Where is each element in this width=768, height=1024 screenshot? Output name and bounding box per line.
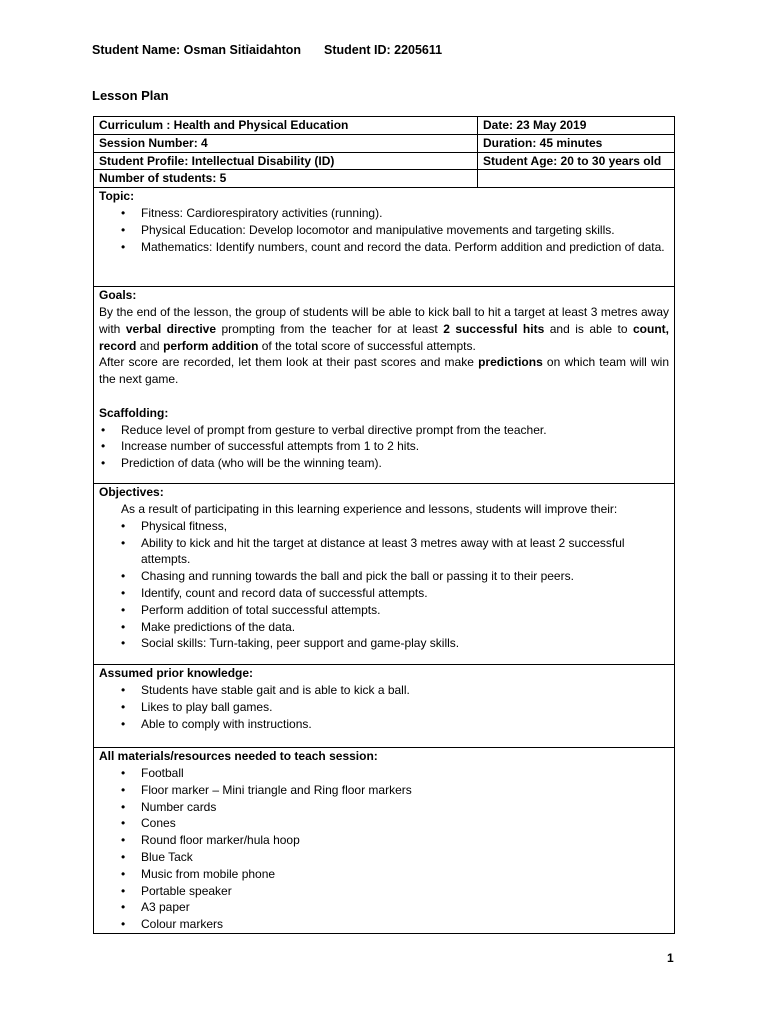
list-item: • Ability to kick and hit the target at distance at least 3 metres away with at least 2 successful attempts. [99, 535, 669, 569]
list-item: • A3 paper [99, 899, 669, 916]
list-item: • Portable speaker [99, 883, 669, 900]
goals-section [94, 287, 675, 484]
list-item: • Identify, count and record data of successful attempts. [99, 585, 669, 602]
lesson-plan-table [93, 116, 675, 934]
materials-section [94, 748, 675, 934]
prior-knowledge-section [94, 665, 675, 748]
list-item: • Chasing and running towards the ball and pick the ball or passing it to their peers. [99, 568, 669, 585]
list-item: • Round floor marker/hula hoop [99, 832, 669, 849]
objectives-section [94, 484, 675, 665]
predictions-paragraph: After score are recorded, let them look at their past scores and make predictions on which team will win the next game. [99, 355, 669, 387]
prior-knowledge-list [99, 682, 669, 732]
list-item: • Fitness: Cardiorespiratory activities (running). [99, 205, 669, 222]
list-item: • Physical fitness, [99, 518, 669, 535]
list-item: • Colour markers [99, 916, 669, 933]
topic-title: Topic: [99, 189, 135, 204]
list-item: • Social skills: Turn-taking, peer support and game-play skills. [99, 635, 669, 652]
list-item: • Able to comply with instructions. [99, 716, 669, 733]
list-item: • Football [99, 765, 669, 782]
list-item: • Make predictions of the data. [99, 619, 669, 636]
objectives-intro: As a result of participating in this learning experience and lessons, students will improve their: [121, 501, 618, 516]
prior-knowledge-title: Assumed prior knowledge: [99, 666, 254, 681]
objectives-list [99, 518, 669, 652]
student-profile-cell: Student Profile: Intellectual Disability (ID) [94, 152, 478, 170]
list-item: • Cones [99, 815, 669, 832]
list-item: • Music from mobile phone [99, 866, 669, 883]
duration-cell: Duration: 45 minutes [478, 134, 675, 152]
scaffolding-list [99, 422, 669, 472]
list-item: • Blue Tack [99, 849, 669, 866]
topic-section [94, 188, 675, 287]
materials-title: All materials/resources needed to teach session: [99, 749, 378, 764]
topic-list [99, 205, 669, 255]
number-of-students-cell: Number of students: 5 [94, 170, 478, 188]
page-title: Lesson Plan [92, 88, 169, 103]
empty-cell [478, 170, 675, 188]
goals-title: Goals: [99, 288, 137, 303]
objectives-title: Objectives: [99, 485, 164, 500]
list-item: • Mathematics: Identify numbers, count and record the data. Perform addition and prediction of data. [99, 239, 669, 256]
list-item: • Physical Education: Develop locomotor and manipulative movements and targeting skills. [99, 222, 669, 239]
student-header [92, 42, 443, 59]
scaffolding-title: Scaffolding: [99, 405, 169, 420]
student-age-cell: Student Age: 20 to 30 years old [478, 152, 675, 170]
student-id: Student ID: 2205611 [324, 43, 443, 57]
page-number: 1 [667, 951, 674, 965]
materials-list [99, 765, 669, 933]
list-item: • Likes to play ball games. [99, 699, 669, 716]
session-cell: Session Number: 4 [94, 134, 478, 152]
curriculum-cell: Curriculum : Health and Physical Education [94, 117, 478, 135]
student-name: Student Name: Osman Sitỉaidahton [92, 43, 302, 57]
date-cell: Date: 23 May 2019 [478, 117, 675, 135]
list-item: • Floor marker – Mini triangle and Ring floor markers [99, 782, 669, 799]
list-item: • Reduce level of prompt from gesture to verbal directive prompt from the teacher. [99, 422, 669, 439]
list-item: • Increase number of successful attempts from 1 to 2 hits. [99, 438, 669, 455]
list-item: • Students have stable gait and is able to kick a ball. [99, 682, 669, 699]
goals-paragraph: By the end of the lesson, the group of students will be able to kick ball to hit a target at least 3 metres away with verbal directive prompting from the teacher for at least 2 successful hits and is able to count, record and perform addition of the total score of successful attempts. [99, 304, 669, 353]
list-item: • Number cards [99, 799, 669, 816]
list-item: • Perform addition of total successful attempts. [99, 602, 669, 619]
list-item: • Prediction of data (who will be the winning team). [99, 455, 669, 472]
